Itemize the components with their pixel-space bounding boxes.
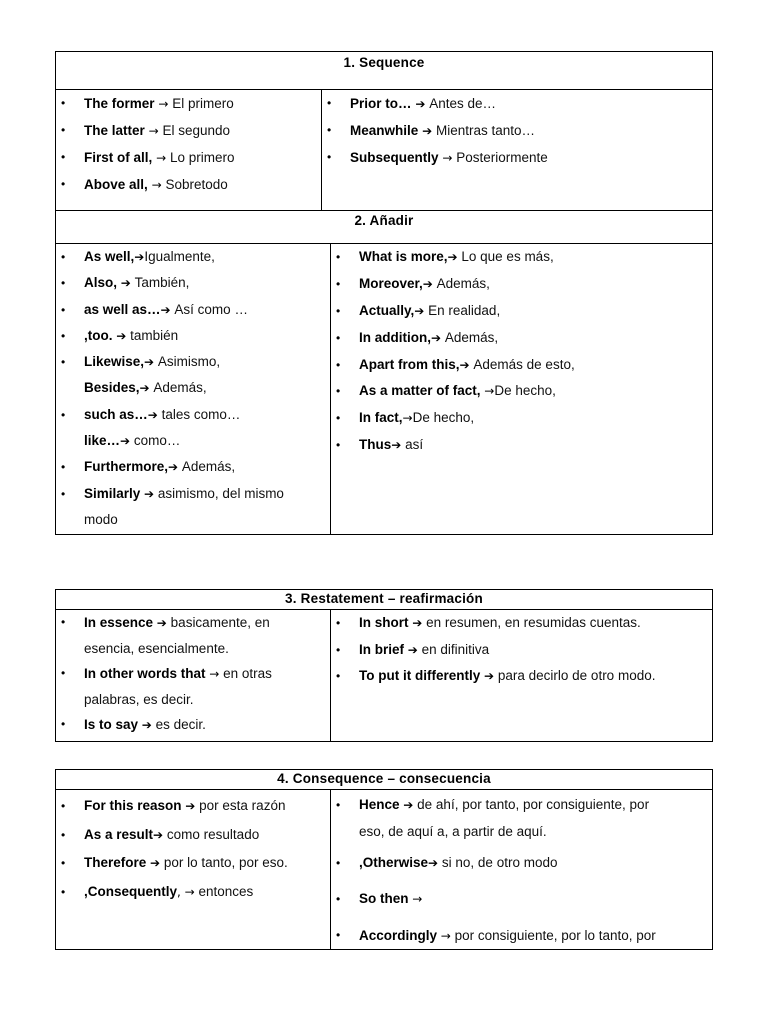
list-item: [56, 375, 330, 401]
term: like…: [84, 433, 121, 449]
list-item: [331, 792, 712, 819]
translation: por esta razón: [199, 798, 286, 813]
arrow-icon: ➔: [147, 407, 162, 422]
arrow-icon: ➔: [422, 276, 437, 291]
list-item: [322, 144, 712, 171]
arrow-icon: ➔: [407, 642, 422, 657]
section-4-right-list: [331, 790, 712, 954]
translation: Igualmente,: [144, 249, 215, 264]
translation: Lo que es más,: [461, 249, 554, 264]
translation: También,: [134, 275, 190, 291]
translation: tales como…: [161, 406, 241, 422]
section-2-right-column: [331, 244, 712, 534]
translation: Mientras tanto…: [435, 123, 535, 138]
list-item: [331, 610, 712, 637]
translation: como resultado: [166, 826, 260, 842]
section-2-left-column: [56, 244, 331, 534]
section-4-right-column: [331, 790, 712, 949]
section-3-left-list: [56, 610, 330, 738]
list-item: [331, 325, 712, 352]
list-item: [331, 917, 712, 954]
section-1-left-list: [56, 90, 321, 198]
term: In short: [359, 615, 413, 630]
translation: en resumen, en resumidas cuentas.: [426, 615, 641, 630]
section-1-left-column: [56, 90, 322, 210]
arrow-icon: →: [440, 929, 455, 943]
arrow-icon: →: [209, 667, 224, 681]
translation: De hecho,: [412, 410, 475, 426]
list-item: [56, 349, 330, 375]
translation: esencia, esencialmente.: [84, 640, 229, 656]
term: In fact,: [359, 410, 403, 426]
list-item: [56, 661, 330, 687]
term: ,Otherwise: [359, 855, 429, 870]
translation: entonces: [198, 883, 254, 899]
term: Prior to…: [350, 96, 412, 111]
list-item: [331, 244, 712, 271]
term: Moreover,: [359, 275, 423, 291]
term: As well,: [84, 249, 135, 264]
list-item: [56, 428, 330, 454]
term: As a result: [84, 826, 154, 842]
arrow-icon: →: [438, 151, 457, 165]
list-item: [331, 271, 712, 298]
arrow-icon: →: [412, 892, 423, 906]
translation: Además,: [153, 380, 207, 396]
arrow-icon: →: [152, 151, 170, 165]
list-item: [331, 432, 712, 459]
translation: así: [405, 437, 424, 453]
arrow-icon: ➔: [153, 827, 167, 842]
translation: Además,: [181, 459, 236, 475]
section-2-body: [56, 244, 712, 534]
translation: en difinitiva: [421, 641, 490, 657]
term: Furthermore,: [84, 459, 169, 475]
arrow-icon: →: [154, 97, 173, 111]
translation: Además de esto,: [473, 356, 575, 372]
table-consequence: [55, 769, 713, 950]
term: The former: [84, 96, 155, 111]
term: Is to say: [84, 717, 142, 732]
section-2-left-list: [56, 244, 330, 533]
term: Also,: [84, 275, 121, 291]
translation: como…: [133, 433, 181, 449]
section-2-title: 2. Añadir: [56, 210, 712, 244]
arrow-icon: →: [147, 178, 166, 192]
list-item: [331, 298, 712, 325]
list-item: [56, 792, 330, 821]
term: In essence: [84, 615, 157, 630]
translation: es decir.: [155, 717, 206, 732]
term: Accordingly: [359, 928, 441, 943]
term: such as…: [84, 406, 148, 422]
term: To put it differently: [359, 668, 484, 683]
translation: si no, de otro modo: [441, 855, 558, 870]
list-item: [322, 117, 712, 144]
translation: también: [130, 327, 179, 343]
translation: Posteriormente: [456, 150, 548, 165]
translation: Antes de…: [429, 96, 496, 111]
list-item: [331, 819, 712, 846]
list-item: [56, 297, 330, 323]
translation: en otras: [223, 666, 272, 681]
translation: De hecho,: [494, 383, 556, 399]
section-3-right-column: [331, 610, 712, 741]
list-item: [56, 821, 330, 850]
list-item: [331, 881, 712, 917]
section-3-left-column: [56, 610, 331, 741]
arrow-icon: ➔: [141, 718, 156, 732]
arrow-icon: →: [402, 411, 413, 426]
section-1-title: 1. Sequence: [56, 52, 712, 90]
arrow-icon: , →: [177, 884, 199, 899]
list-item: [322, 90, 712, 117]
arrow-icon: ➔: [120, 434, 134, 449]
arrow-icon: ➔: [156, 616, 171, 630]
term: ,too.: [84, 327, 117, 343]
arrow-icon: ➔: [484, 669, 498, 683]
translation: de ahí, por tanto, por consiguiente, por: [417, 797, 650, 812]
list-item: [56, 849, 330, 878]
arrow-icon: ➔: [185, 799, 200, 813]
term: For this reason: [84, 798, 186, 813]
section-1-body: [56, 90, 712, 210]
term: Therefore: [84, 855, 151, 870]
arrow-icon: ➔: [403, 798, 418, 812]
section-1-right-column: [322, 90, 712, 210]
term: Subsequently: [350, 150, 439, 165]
term: ,Consequently: [84, 883, 178, 899]
arrow-icon: ➔: [144, 355, 158, 370]
translation: basicamente, en: [170, 615, 270, 630]
arrow-icon: ➔: [391, 438, 406, 453]
list-item: [331, 378, 712, 405]
arrow-icon: ➔: [139, 381, 154, 396]
list-item: [56, 90, 321, 117]
term: Meanwhile: [350, 123, 419, 138]
translation: para decirlo de otro modo.: [497, 668, 656, 683]
list-item: [56, 878, 330, 907]
translation: Así como …: [174, 301, 248, 317]
list-item: [56, 712, 330, 738]
section-3-body: [56, 610, 712, 741]
section-4-left-column: [56, 790, 331, 949]
term: as well as…: [84, 301, 161, 317]
term: So then: [359, 891, 413, 906]
arrow-icon: ➔: [144, 486, 158, 501]
section-3-title: 3. Restatement – reafirmación: [56, 590, 712, 610]
arrow-icon: ➔: [414, 303, 429, 318]
arrow-icon: ➔: [411, 97, 430, 111]
translation: modo: [84, 511, 118, 527]
arrow-icon: ➔: [160, 302, 175, 317]
translation: asimismo, del mismo: [157, 485, 284, 501]
section-4-title: 4. Consequence – consecuencia: [56, 770, 712, 790]
section-4-left-list: [56, 790, 330, 906]
arrow-icon: ➔: [412, 616, 427, 630]
translation: El segundo: [162, 123, 231, 138]
list-item: [56, 481, 330, 507]
term: What is more,: [359, 249, 448, 264]
arrow-icon: ➔: [168, 460, 182, 475]
list-item: [331, 352, 712, 379]
arrow-icon: ➔: [428, 856, 442, 870]
term: Similarly: [84, 485, 145, 501]
arrow-icon: →: [144, 124, 163, 138]
list-item: [331, 637, 712, 664]
translation: En realidad,: [428, 302, 501, 318]
term: In other words that: [84, 666, 210, 681]
arrow-icon: ➔: [418, 124, 436, 138]
translation: Asimismo,: [157, 354, 221, 370]
list-item: [331, 845, 712, 881]
list-item: [56, 636, 330, 662]
section-4-body: [56, 790, 712, 949]
term: Besides,: [84, 380, 140, 396]
list-item: [56, 402, 330, 428]
term: In addition,: [359, 329, 431, 345]
term: The latter: [84, 123, 145, 138]
section-2-right-list: [331, 244, 712, 459]
term: Apart from this,: [359, 356, 460, 372]
term: Likewise,: [84, 354, 145, 370]
list-item: [56, 687, 330, 713]
translation: por consiguiente, por lo tanto, por: [454, 928, 656, 943]
table-sequence-anadir: [55, 51, 713, 535]
translation: eso, de aquí a, a partir de aquí.: [359, 823, 547, 839]
translation: Lo primero: [169, 150, 235, 165]
arrow-icon: ➔: [447, 250, 462, 264]
list-item: [56, 507, 330, 533]
translation: palabras, es decir.: [84, 691, 194, 707]
term: Thus: [359, 437, 392, 453]
list-item: [56, 244, 330, 270]
arrow-icon: ➔: [150, 856, 164, 870]
section-3-right-list: [331, 610, 712, 690]
term: Actually,: [359, 302, 415, 318]
term: As a matter of fact,: [359, 383, 485, 399]
list-item: [56, 144, 321, 171]
table-restatement: [55, 589, 713, 742]
list-item: [56, 270, 330, 296]
arrow-icon: ➔: [459, 357, 474, 372]
term: Above all,: [84, 177, 148, 192]
list-item: [331, 663, 712, 690]
translation: por lo tanto, por eso.: [163, 855, 288, 870]
term: In brief: [359, 641, 408, 657]
list-item: [56, 610, 330, 636]
section-1-right-list: [322, 90, 712, 171]
list-item: [56, 454, 330, 480]
translation: Además,: [444, 329, 499, 345]
arrow-icon: ➔: [116, 328, 131, 343]
arrow-icon: →: [484, 384, 495, 399]
list-item: [56, 323, 330, 349]
translation: Además,: [436, 275, 490, 291]
term: Hence: [359, 797, 404, 812]
list-item: [56, 117, 321, 144]
arrow-icon: ➔: [431, 330, 445, 345]
translation: El primero: [172, 96, 234, 111]
translation: Sobretodo: [165, 177, 228, 192]
list-item: [56, 171, 321, 198]
list-item: [331, 405, 712, 432]
arrow-icon: ➔: [134, 250, 145, 264]
term: First of all,: [84, 150, 153, 165]
arrow-icon: ➔: [120, 276, 135, 291]
